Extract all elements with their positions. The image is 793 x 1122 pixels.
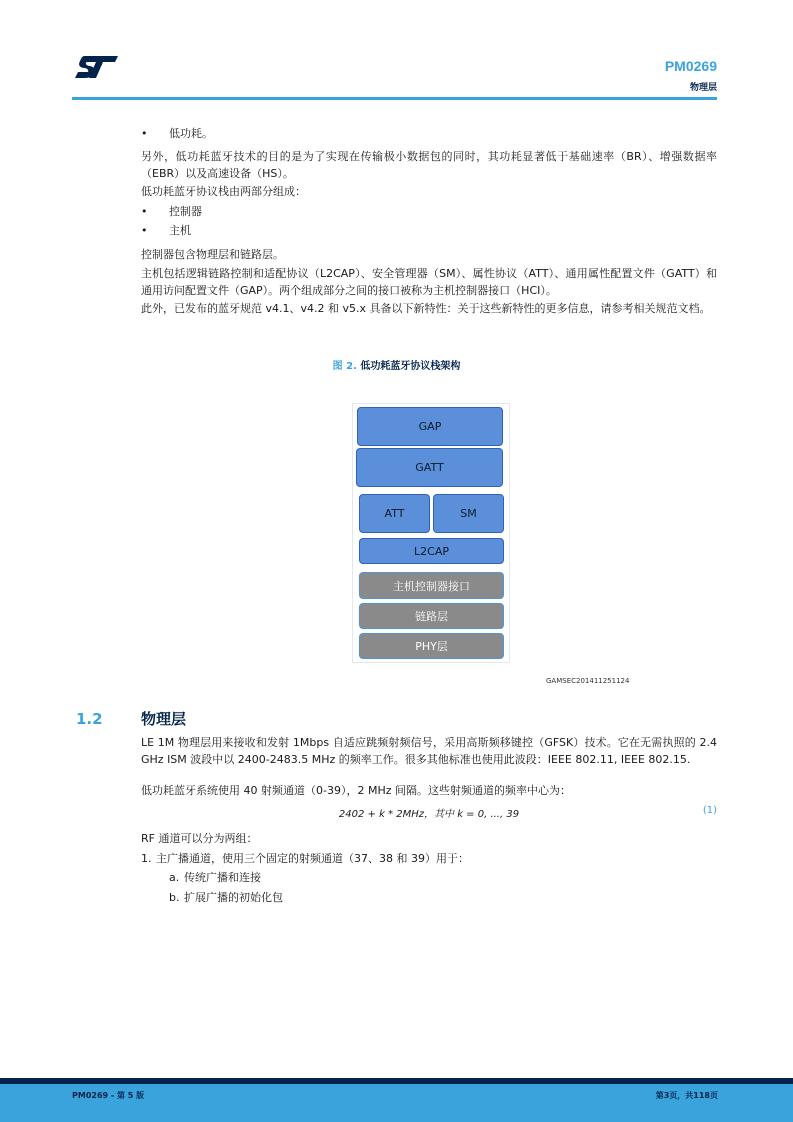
- footer-page-number: 第3页，共118页: [655, 1091, 718, 1100]
- header-section-title: 物理层: [689, 83, 717, 93]
- para-controller: 控制器包含物理层和链路层。: [141, 248, 284, 261]
- figure-title: 低功耗蓝牙协议栈架构: [360, 361, 461, 372]
- block-sm: SM: [433, 494, 504, 533]
- sub-list-label: a.: [169, 871, 180, 884]
- figure-caption: [0, 357, 793, 372]
- bullet-marker: •: [141, 205, 148, 218]
- header-divider: [72, 97, 717, 100]
- block-gatt: GATT: [356, 448, 503, 487]
- ble-stack-diagram: [352, 403, 510, 663]
- block-link-layer: 链路层: [359, 603, 504, 629]
- list-number: 1.: [141, 852, 152, 865]
- bullet-text: 主机: [169, 224, 191, 237]
- bullet-marker: •: [141, 127, 148, 140]
- para-host: 主机包括逻辑链路控制和适配协议（L2CAP）、安全管理器（SM）、属性协议（ATT）、通用属性配置文件（GATT）和通用访问配置文件（GAP）。两个组成部分之间的接口被称为主机控制器接口（HCI）。: [141, 267, 717, 297]
- block-gap: GAP: [357, 407, 503, 446]
- figure-id: GAMSEC201411251124: [546, 677, 630, 685]
- sub-list-text: 扩展广播的初始化包: [184, 891, 283, 904]
- para-specs: 此外，已发布的蓝牙规范 v4.1、v4.2 和 v5.x 具备以下新特性：关于这些新特性的更多信息，请参考相关规范文档。: [141, 302, 711, 315]
- sub-list-label: b.: [169, 891, 180, 904]
- block-att: ATT: [359, 494, 430, 533]
- block-l2cap: L2CAP: [359, 538, 504, 564]
- list-text: 主广播通道，使用三个固定的射频通道（37、38 和 39）用于：: [156, 852, 469, 865]
- equation-number: (1): [702, 805, 717, 816]
- sub-list-text: 传统广播和连接: [184, 871, 261, 884]
- para-low-power: 另外，低功耗蓝牙技术的目的是为了实现在传输极小数据包的同时，其功耗显著低于基础速率（BR）、增强数据率（EBR）以及高速设备（HS）。: [141, 150, 717, 180]
- section-number: 1.2: [76, 710, 103, 728]
- bullet-text: 控制器: [169, 205, 202, 218]
- doc-code: PM0269: [664, 58, 717, 74]
- block-phy: PHY层: [359, 633, 504, 659]
- bullet-text: 低功耗。: [169, 127, 213, 140]
- section-title: 物理层: [141, 710, 187, 728]
- para-phy-3: RF 通道可以分为两组：: [141, 832, 258, 845]
- bullet-marker: •: [141, 224, 148, 237]
- equation-text: 2402 + k * 2MHz，其中 k = 0, ..., 39: [338, 809, 520, 820]
- para-phy-1: LE 1M 物理层用来接收和发射 1Mbps 自适应跳频射频信号，采用高斯频移键控（GFSK）技术。它在无需执照的 2.4 GHz ISM 波段中以 2400-2483.5 MHz 的频率工作。很多其他标准也使用此波段：IEEE 802.11, IEEE 802.15.: [141, 736, 717, 766]
- st-logo-icon: [74, 54, 120, 80]
- footer-doc-revision: PM0269 - 第 5 版: [72, 1091, 145, 1100]
- para-stack: 低功耗蓝牙协议栈由两部分组成：: [141, 185, 306, 198]
- figure-number: 图 2.: [332, 361, 357, 372]
- para-phy-2: 低功耗蓝牙系统使用 40 射频通道（0-39），2 MHz 间隔。这些射频通道的频率中心为：: [141, 784, 571, 797]
- block-hci: 主机控制器接口: [359, 572, 504, 599]
